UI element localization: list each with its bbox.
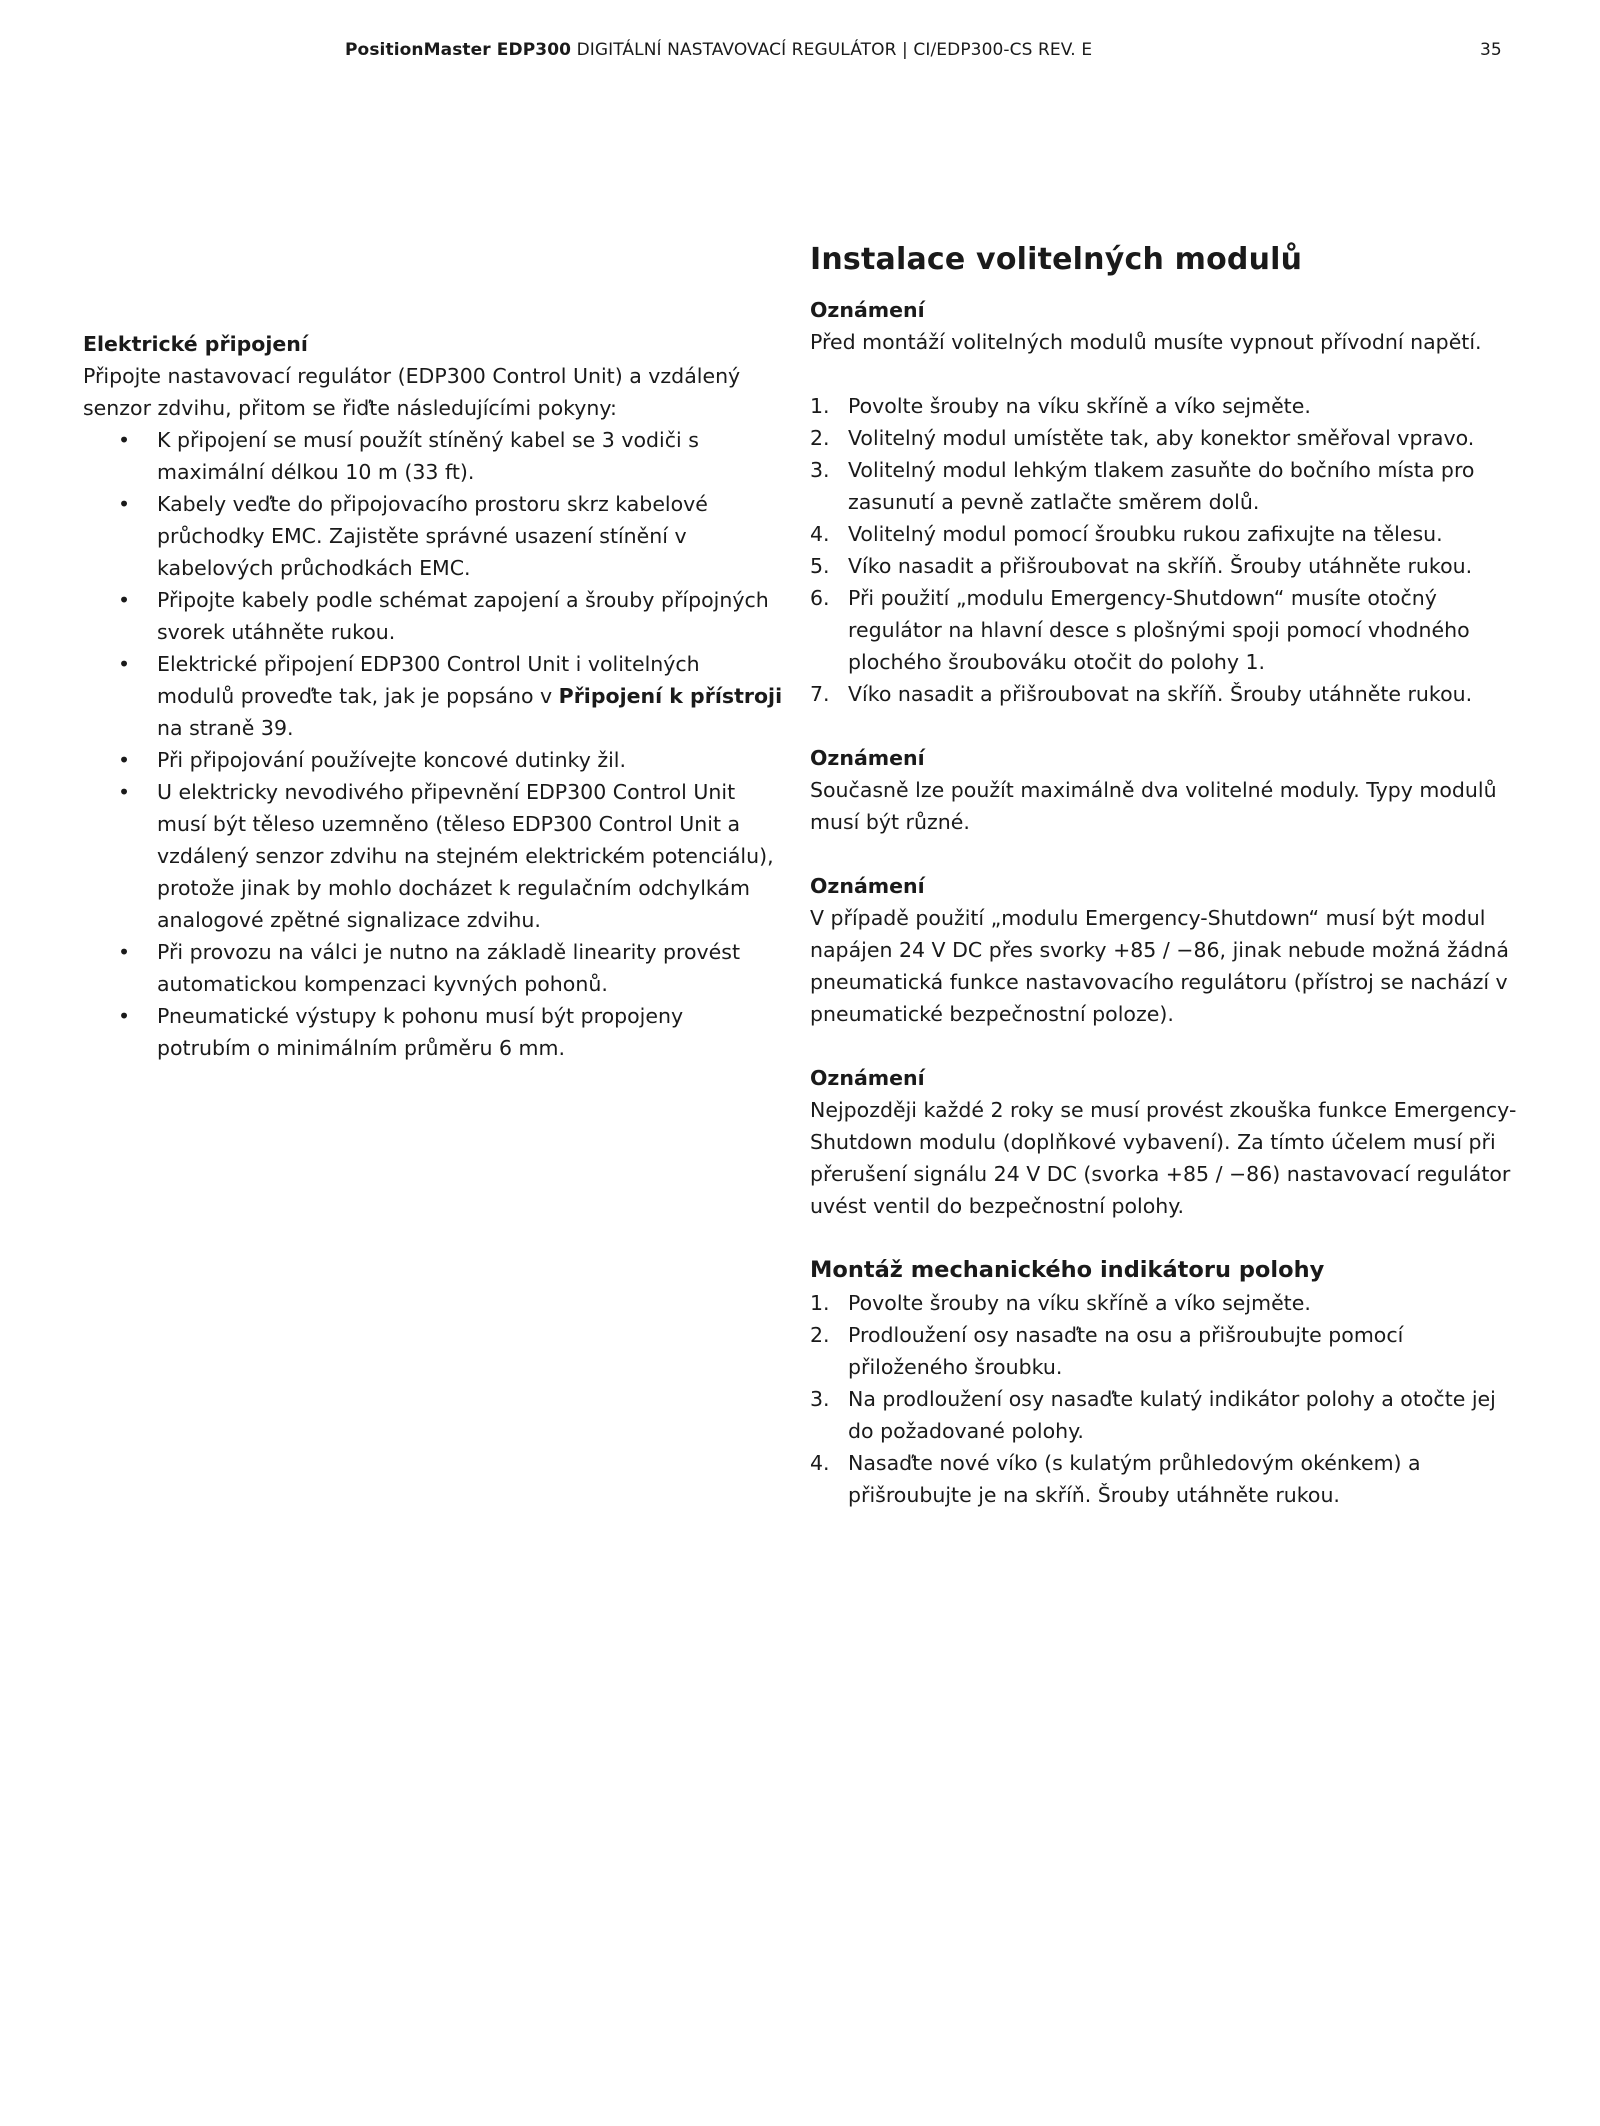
step-text: Prodloužení osy nasaďte na osu a přišroubujte pomocí přiloženého šroubku. [848, 1323, 1404, 1379]
header-brand: PositionMaster EDP300 [345, 40, 572, 60]
header-doc-title: DIGITÁLNÍ NASTAVOVACÍ REGULÁTOR [576, 40, 897, 60]
header-doc-id: CI/EDP300-CS REV. E [913, 40, 1093, 60]
section-heading-electrical: Elektrické připojení [83, 332, 308, 356]
header-separator: | [902, 40, 908, 60]
cross-reference-link[interactable]: Připojení k přístroji [558, 684, 783, 708]
step-text: Volitelný modul lehkým tlakem zasuňte do bočního místa pro zasunutí a pevně zatlačte směrem dolů. [848, 458, 1475, 514]
list-item [810, 1319, 1520, 1383]
notice-label: Oznámení [810, 746, 925, 770]
install-steps [810, 390, 1520, 710]
bullet-text-before: Elektrické připojení EDP300 Control Unit i volitelných modulů proveďte tak, jak je popsáno v [157, 652, 700, 708]
step-text: Při použití „modulu Emergency-Shutdown“ musíte otočný regulátor na hlavní desce s plošnými spoji pomocí vhodného plochého šroubováku otočit do polohy 1. [848, 586, 1470, 674]
step-text: Nasaďte nové víko (s kulatým průhledovým okénkem) a přišroubujte je na skříň. Šrouby utáhněte rukou. [848, 1451, 1421, 1507]
step-text: Povolte šrouby na víku skříně a víko sejměte. [848, 394, 1311, 418]
notice-label: Oznámení [810, 298, 925, 322]
page-header [0, 37, 1600, 63]
list-item [810, 1383, 1520, 1447]
list-item [810, 422, 1520, 454]
section-heading-modules: Instalace volitelných modulů [810, 242, 1303, 277]
step-number: 5. [810, 554, 830, 578]
step-text: Volitelný modul umístěte tak, aby konektor směřoval vpravo. [848, 426, 1475, 450]
step-number: 2. [810, 1323, 830, 1347]
step-text: Víko nasadit a přišroubovat na skříň. Šrouby utáhněte rukou. [848, 554, 1473, 578]
electrical-intro: Připojte nastavovací regulátor (EDP300 Control Unit) a vzdálený senzor zdvihu, přitom se řiďte následujícími pokyny: [83, 364, 741, 420]
list-item [810, 1447, 1520, 1511]
step-number: 2. [810, 426, 830, 450]
list-item [810, 1287, 1520, 1319]
step-number: 1. [810, 1291, 830, 1315]
mount-steps [810, 1287, 1520, 1511]
right-column [810, 238, 1520, 1511]
step-text: Volitelný modul pomocí šroubku rukou zafixujte na tělesu. [848, 522, 1443, 546]
list-item: • K připojení se musí použít stíněný kabel se 3 vodiči s maximální délkou 10 m (33 ft). [83, 424, 783, 488]
list-item: • Při provozu na válci je nutno na základě linearity provést automatickou kompenzaci kyvných pohonů. [83, 936, 783, 1000]
step-text: Povolte šrouby na víku skříně a víko sejměte. [848, 1291, 1311, 1315]
header-title [345, 37, 1092, 63]
electrical-bullets [83, 424, 783, 1064]
page-number: 35 [1480, 40, 1502, 60]
notice-label: Oznámení [810, 1066, 925, 1090]
step-number: 4. [810, 1451, 830, 1475]
list-item: • Pneumatické výstupy k pohonu musí být propojeny potrubím o minimálním průměru 6 mm. [83, 1000, 783, 1064]
step-number: 7. [810, 682, 830, 706]
list-item: • Připojte kabely podle schémat zapojení a šrouby přípojných svorek utáhněte rukou. [83, 584, 783, 648]
step-number: 1. [810, 394, 830, 418]
list-item [810, 518, 1520, 550]
list-item: • Kabely veďte do připojovacího prostoru skrz kabelové průchodky EMC. Zajistěte správné usazení stínění v kabelových průchodkách EMC. [83, 488, 783, 584]
notice-text: V případě použití „modulu Emergency-Shutdown“ musí být modul napájen 24 V DC přes svorky +85 / −86, jinak nebude možná žádná pneumatická funkce nastavovacího regulátoru (přístroj se nachází v pneumatické bezpečnostní poloze). [810, 906, 1509, 1026]
step-number: 6. [810, 586, 830, 610]
notice-label: Oznámení [810, 874, 925, 898]
step-number: 3. [810, 1387, 830, 1411]
step-number: 3. [810, 458, 830, 482]
list-item [83, 648, 783, 744]
step-text: Víko nasadit a přišroubovat na skříň. Šrouby utáhněte rukou. [848, 682, 1473, 706]
list-item [810, 550, 1520, 582]
list-item: • U elektricky nevodivého připevnění EDP300 Control Unit musí být těleso uzemněno (těleso EDP300 Control Unit a vzdálený senzor zdvihu na stejném elektrickém potenciálu), protože jinak by mohlo docházet k regulačním odchylkám analogové zpětné signalizace zdvihu. [83, 776, 783, 936]
notice-text: Nejpozději každé 2 roky se musí provést zkouška funkce Emergency-Shutdown modulu (doplňkové vybavení). Za tímto účelem musí při přerušení signálu 24 V DC (svorka +85 / −86) nastavovací regulátor uvést ventil do bezpečnostní polohy. [810, 1098, 1517, 1218]
list-item [810, 678, 1520, 710]
notice-text: Před montáží volitelných modulů musíte vypnout přívodní napětí. [810, 330, 1482, 354]
section-heading-mount-indicator: Montáž mechanického indikátoru polohy [810, 1257, 1325, 1283]
list-item: • Při připojování používejte koncové dutinky žil. [83, 744, 783, 776]
left-column [83, 328, 783, 1064]
notice-text: Současně lze použít maximálně dva volitelné moduly. Typy modulů musí být různé. [810, 778, 1497, 834]
step-text: Na prodloužení osy nasaďte kulatý indikátor polohy a otočte jej do požadované polohy. [848, 1387, 1496, 1443]
list-item [810, 582, 1520, 678]
step-number: 4. [810, 522, 830, 546]
bullet-text-after: na straně 39. [157, 716, 294, 740]
list-item [810, 454, 1520, 518]
list-item [810, 390, 1520, 422]
